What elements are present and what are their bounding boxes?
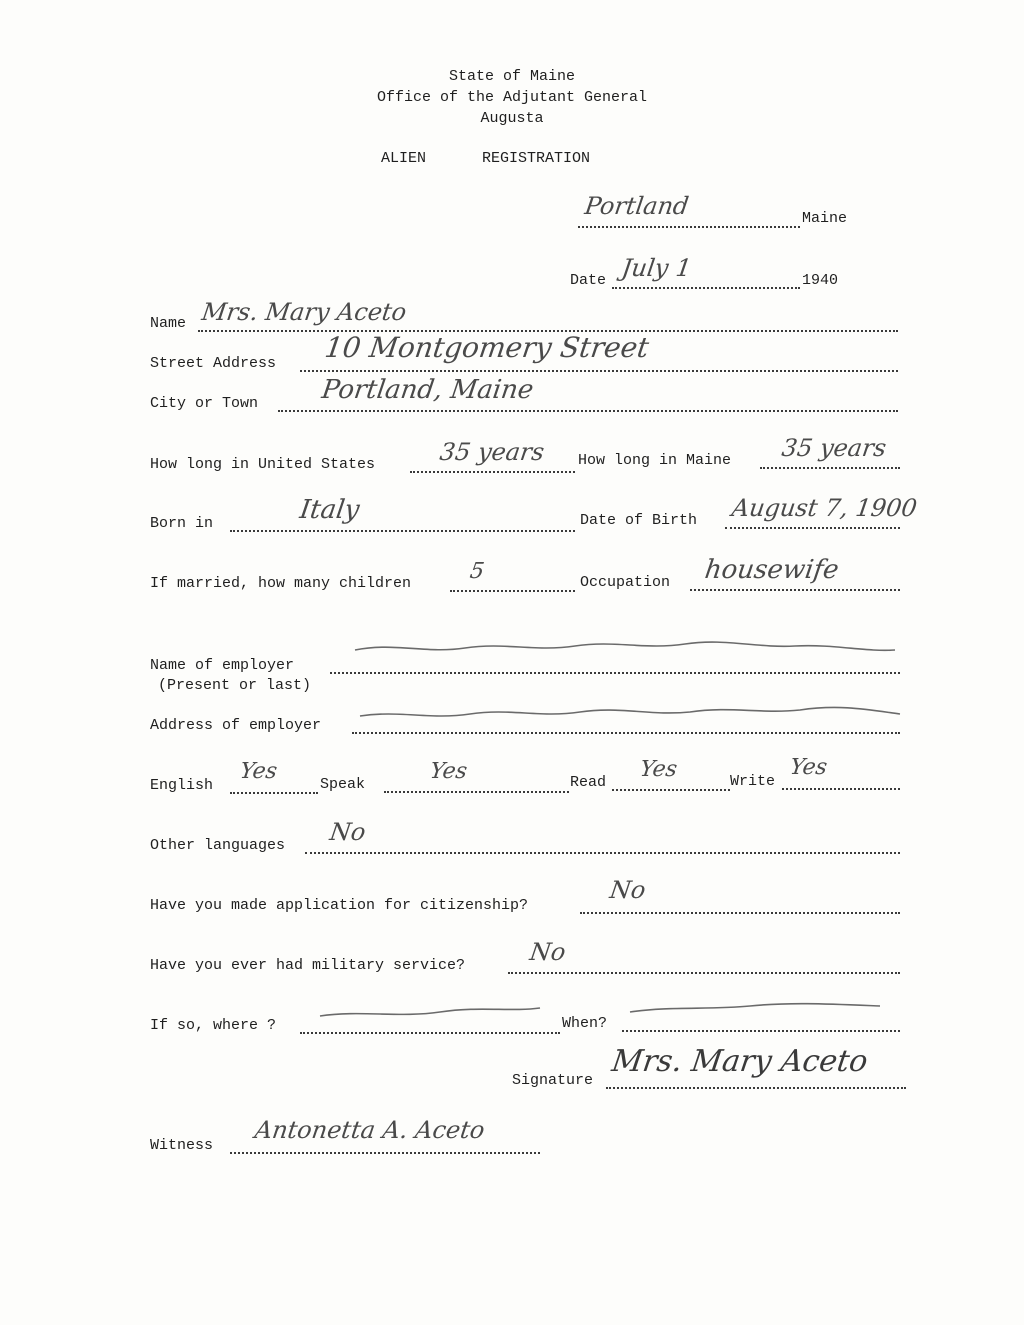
citizenship-value: No [608,876,648,904]
header-office: Office of the Adjutant General [376,89,648,106]
occupation-value: housewife [702,555,841,585]
when-blank-mark [630,996,880,1020]
street-label: Street Address [150,355,277,372]
how-long-us-label: How long in United States [150,456,376,473]
dob-label: Date of Birth [580,512,698,529]
how-long-us-line [410,471,575,473]
employer-line [330,672,900,674]
speak-line [384,791,569,793]
dob-line [725,527,900,529]
dob-value: August 7, 1900 [730,494,919,522]
military-line [508,972,900,974]
write-value: Yes [788,755,829,780]
born-in-value: Italy [297,495,362,525]
other-languages-value: No [328,818,368,846]
english-label: English [150,777,214,794]
name-label: Name [150,315,187,332]
born-in-line [230,530,575,532]
where-blank-mark [320,1000,540,1024]
speak-label: Speak [320,776,366,793]
write-label: Write [730,773,776,790]
date-line [612,287,800,289]
write-line [782,788,900,790]
name-value: Mrs. Mary Aceto [200,298,409,326]
occupation-label: Occupation [580,574,671,591]
signature-value: Mrs. Mary Aceto [609,1044,870,1079]
read-label: Read [570,774,607,791]
when-line [622,1030,900,1032]
header-city: Augusta [480,110,544,127]
english-line [230,792,318,794]
witness-value: Antonetta A. Aceto [253,1116,487,1144]
other-languages-label: Other languages [150,837,286,854]
military-value: No [528,938,568,966]
place-state: Maine [802,210,848,227]
employer-sublabel: (Present or last) [158,677,312,694]
children-line [450,590,575,592]
english-value: Yes [238,759,279,784]
date-label: Date [570,272,607,289]
military-label: Have you ever had military service? [150,957,466,974]
date-year: 1940 [802,272,839,289]
read-value: Yes [638,757,679,782]
speak-value: Yes [428,759,469,784]
how-long-maine-value: 35 years [780,434,888,462]
place-value: Portland [583,192,691,220]
how-long-maine-label: How long in Maine [578,452,732,469]
read-line [612,789,730,791]
header-state: State of Maine [448,68,576,85]
children-label: If married, how many children [150,575,412,592]
signature-line [606,1087,906,1089]
signature-label: Signature [512,1072,594,1089]
city-value: Portland, Maine [319,375,536,405]
city-label: City or Town [150,395,259,412]
form-title-alien: ALIEN [381,150,427,167]
witness-label: Witness [150,1137,214,1154]
when-label: When? [562,1015,608,1032]
employer-address-line [352,732,900,734]
citizenship-line [580,912,900,914]
employer-label: Name of employer [150,657,295,674]
how-long-us-value: 35 years [438,438,546,466]
street-value: 10 Montgomery Street [322,331,651,364]
employer-address-label: Address of employer [150,717,322,734]
place-line [578,226,800,228]
how-long-maine-line [760,467,900,469]
city-line [278,410,898,412]
where-label: If so, where ? [150,1017,277,1034]
form-title-registration: REGISTRATION [482,150,591,167]
employer-blank-mark [355,636,895,660]
witness-line [230,1152,540,1154]
other-languages-line [305,852,900,854]
street-line [300,370,898,372]
children-value: 5 [468,559,486,584]
employer-address-blank-mark [360,700,900,724]
where-line [300,1032,560,1034]
citizenship-label: Have you made application for citizenship? [150,897,529,914]
born-in-label: Born in [150,515,214,532]
date-value: July 1 [620,254,694,282]
occupation-line [690,589,900,591]
